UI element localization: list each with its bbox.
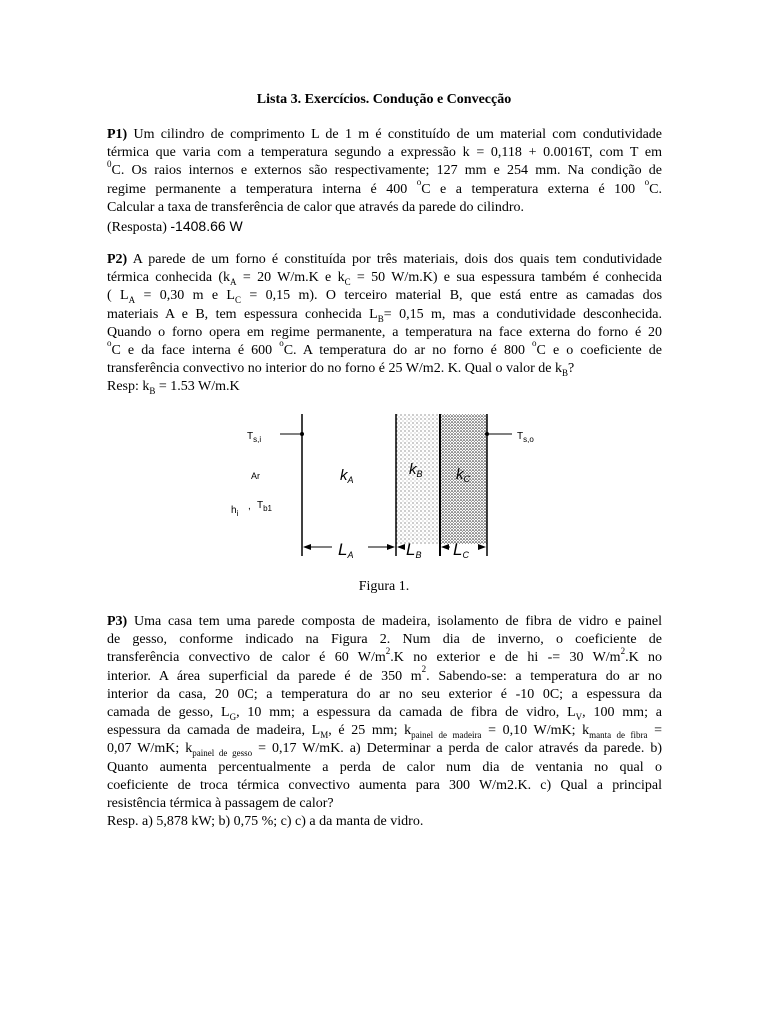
layer-b-fill xyxy=(396,414,439,544)
wall-diagram xyxy=(220,406,560,566)
p2-line-6: $^o$C e da face interna é 600 $^o$C. A temperatura do ar no forno é 800 $^o$C e o coeficiente de xyxy=(107,338,662,359)
problem-1 xyxy=(107,126,662,237)
p1-label: P1) xyxy=(107,127,128,142)
ka-label: $k_A$ xyxy=(340,467,354,485)
p2-line-5: Quando o forno opera em regime permanente, a temperatura na face externa do forno é 20 xyxy=(107,324,662,340)
p2-line-4: materiais A e B, tem espessura conhecida $L_B= 0,15$ m, mas a condutividade desconhecida. xyxy=(107,306,662,324)
tb1-label: $T_{b1}$ xyxy=(257,500,273,513)
lc-label: LC xyxy=(453,540,469,560)
comma-label: , xyxy=(248,501,251,512)
tsi-label: $T_{s,i}$ xyxy=(247,431,262,444)
p3-line-2: de gesso, conforme indicado na Figura 2. Num dia de inverno, o coeficiente de xyxy=(107,632,662,648)
p3-line-10: coeficiente de troca térmica convectivo aumenta para 300 W/m2.K. c) Qual a principal xyxy=(107,777,662,793)
p1-line-4: regime permanente a temperatura interna é 400 $^o$C e a temperatura externa é 100 $^o$C. xyxy=(107,176,662,197)
hi-label: $h_i$ xyxy=(231,505,239,518)
tsi-dot xyxy=(300,432,304,436)
p2-answer: Resp: $k_B = 1.53$ W/m.K xyxy=(107,379,240,397)
p1-line-3: $^0$C. Os raios internos e externos são respectivamente; 127 mm e 254 mm. Na condição de xyxy=(107,158,662,179)
p2-line-7: transferência convectivo no interior do no forno é 25 W/m2. K. Qual o valor de $k_B$? xyxy=(107,361,575,379)
kb-label: $k_B$ xyxy=(409,461,423,479)
p3-line-1: P3) Uma casa tem uma parede composta de madeira, isolamento de fibra de vidro e painel xyxy=(107,614,663,629)
p3-line-6: camada de gesso, $L_G$, 10 mm; a espessura da camada de fibra de vidro, $L_V$, 100 mm; a xyxy=(107,705,662,722)
p1-answer: (Resposta) -1408.66 W xyxy=(107,218,243,236)
problem-2 xyxy=(107,251,662,397)
p3-line-5: interior da casa, 20 0C; a temperatura do ar no seu exterior é -10 0C; a espessura da xyxy=(107,686,662,702)
p3-line-3: transferência convectivo de calor é 60 $W/m^2.K$ no exterior e de hi -= 30 $W/m^2.K$ no xyxy=(107,645,662,666)
problem-3 xyxy=(107,613,662,831)
p2-line-1: P2) A parede de um forno é constituída por três materiais, dois dos quais tem condutividade xyxy=(107,252,663,267)
p3-line-11: resistência térmica à passagem de calor? xyxy=(107,796,334,812)
p1-line-2: térmica que varia com a temperatura segundo a expressão k = 0,118 + 0.0016T, com T em xyxy=(107,145,662,161)
p1-line-5: Calcular a taxa de transferência de calor que através da parede do cilindro. xyxy=(107,199,525,215)
p3-line-7: espessura da camada de madeira, $L_M$, é 25 mm; $k_{painel de madeira} = 0,10$ W/mK; $k_{manta de fibra}$ = xyxy=(107,723,662,741)
tso-label: $T_{s,o}$ xyxy=(517,431,534,444)
p1-line-1: P1) Um cilindro de comprimento L de 1 m é constituído de um material com condutividade xyxy=(107,127,663,142)
p3-line-8: 0,07 W/mK; $k_{painel de gesso} = 0,17$ W/mK. a) Determinar a perda de calor através da parede. b) xyxy=(107,741,663,759)
p3-label: P3) xyxy=(107,614,128,629)
la-label: LA xyxy=(338,540,354,560)
p3-line-4: interior. A área superficial da parede é de 350 $m^2$. Sabendo-se: a temperatura do ar no xyxy=(107,663,662,684)
figure-caption: Figura 1. xyxy=(358,579,410,594)
p2-line-2: térmica conhecida ($k_A = 20$ W/m.K e $k_C = 50$ W/m.K) e sua espessura também é conhecida xyxy=(107,270,662,287)
dimension-lb xyxy=(397,544,405,550)
p3-answer: Resp. a) 5,878 kW; b) 0,75 %; c) c) a da manta de vidro. xyxy=(107,814,424,830)
p1-answer-value: -1408.66 W xyxy=(170,218,243,235)
p2-line-3: ( $L_A = 0,30$ m e $L_C = 0,15$ m). O terceiro material B, que está entre as camadas dos xyxy=(107,288,663,306)
p2-label: P2) xyxy=(107,252,128,267)
kc-label: $k_C$ xyxy=(456,466,470,484)
page-title: Lista 3. Exercícios. Condução e Convecção xyxy=(256,92,512,107)
ar-label: Ar xyxy=(251,471,260,481)
lb-label: LB xyxy=(406,540,422,560)
p3-line-9: Quanto aumenta percentualmente a perda de calor num dia de ventania no qual o xyxy=(107,759,662,775)
tso-dot xyxy=(485,432,489,436)
